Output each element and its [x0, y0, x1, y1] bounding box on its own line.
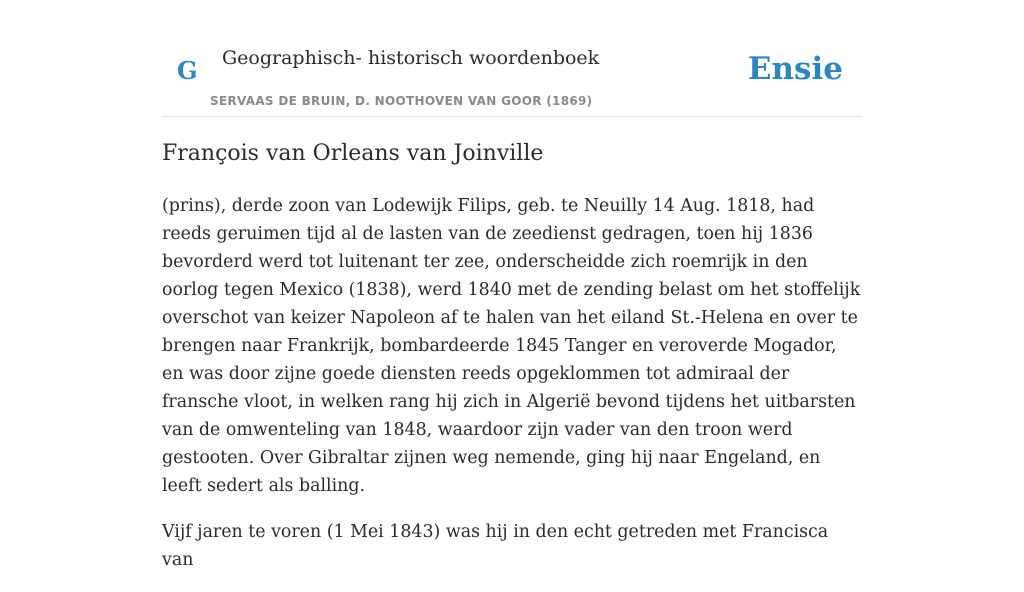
book-logo-letter[interactable]: G	[177, 56, 198, 85]
brand-logo-link[interactable]: Ensie	[747, 51, 843, 87]
entry-paragraph: (prins), derde zoon van Lodewijk Filips, geb. te Neuilly 14 Aug. 1818, had reeds geruimen tijd al de lasten van de zeedienst gedragen, toen hij 1836 bevorderd werd tot luitenant ter zee, onderscheidde zich roemrijk in den oorlog tegen Mexico (1838), werd 1840 met de zending belast om het stoffelijk overschot van keizer Napoleon af te halen van het eiland St.-Helena en over te brengen naar Frankrijk, bombardeerde 1845 Tanger en veroverde Mogador, en was door zijne goede diensten reeds opgeklommen tot admiraal der fransche vloot, in welken rang hij zich in Algerië bevond tijdens het uitbarsten van de omwenteling van 1848, waardoor zijn vader van den troon werd gestooten. Over Gibraltar zijnen weg nemende, ging hij naar Engeland, en leeft sedert als balling.	[162, 196, 861, 496]
entry-title: François van Orleans van Joinville	[162, 141, 544, 166]
site-header	[162, 0, 862, 117]
entry-paragraph: Vijf jaren te voren (1 Mei 1843) was hij in den echt getreden met Francisca van	[162, 522, 829, 570]
book-author: SERVAAS DE BRUIN, D. NOOTHOVEN VAN GOOR (1869)	[210, 94, 593, 108]
entry-content	[162, 192, 862, 592]
book-title[interactable]: Geographisch- historisch woordenboek	[222, 47, 600, 69]
